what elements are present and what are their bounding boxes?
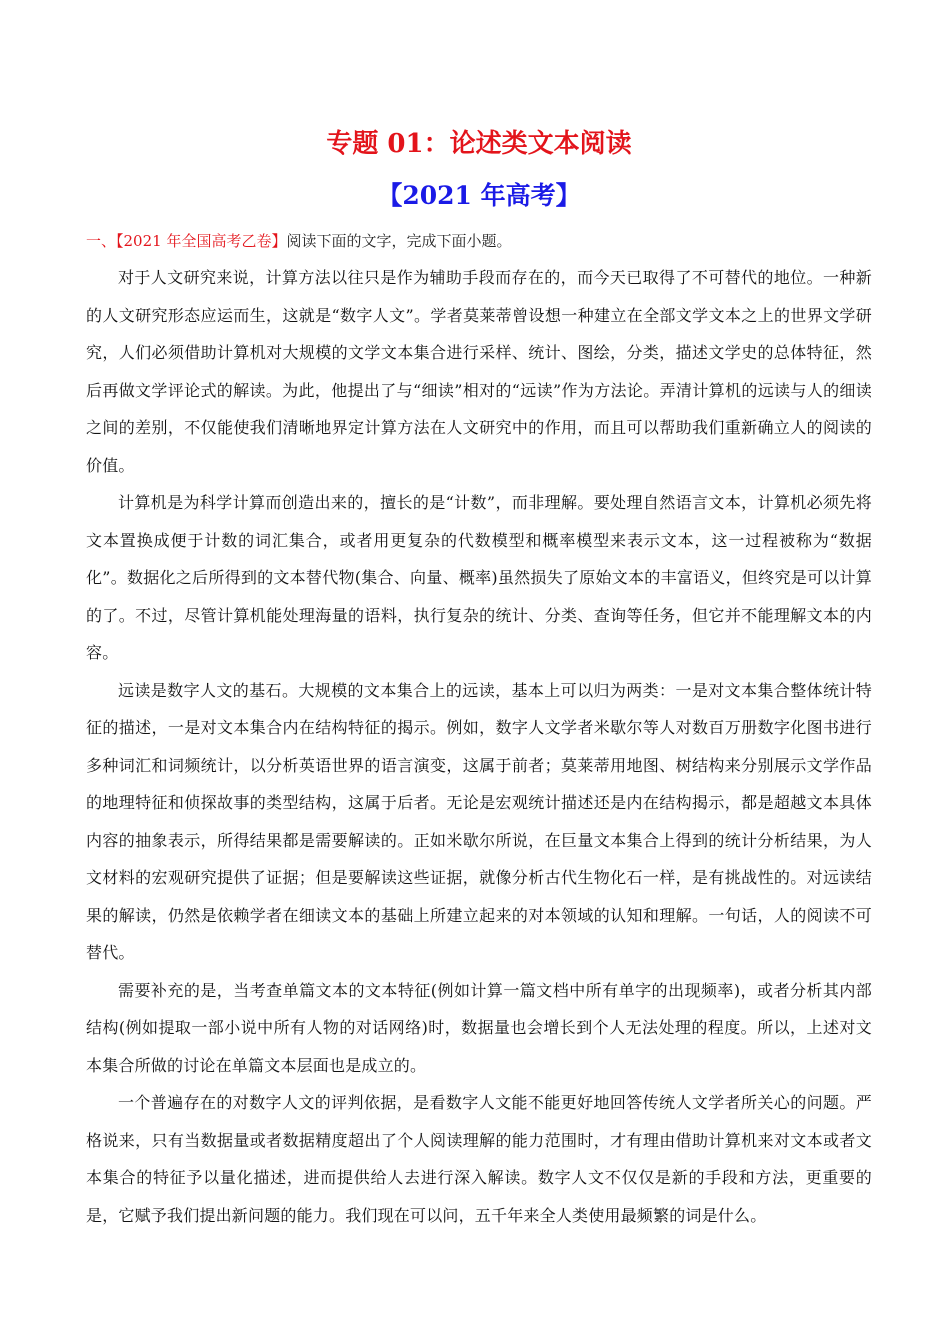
passage: [86, 259, 872, 1234]
question-header: [86, 229, 872, 253]
question-instruction: 阅读下面的文字，完成下面小题。: [286, 232, 512, 250]
passage-paragraph: 需要补充的是，当考查单篇文本的文本特征(例如计算一篇文档中所有单字的出现频率)，或者分析其内部结构(例如提取一部小说中所有人物的对话网络)时，数据量也会增长到个人无法处理的程度。所以，上述对文本集合所做的讨论在单篇文本层面也是成立的。: [86, 980, 872, 1075]
page-title: 专题 01：论述类文本阅读: [326, 129, 632, 159]
passage-paragraph: 远读是数字人文的基石。大规模的文本集合上的远读，基本上可以归为两类：一是对文本集合整体统计特征的描述，一是对文本集合内在结构特征的揭示。例如，数字人文学者米歇尔等人对数百万册数字化图书进行多种词汇和词频统计，以分析英语世界的语言演变，这属于前者；莫莱蒂用地图、树结构来分别展示文学作品的地理特征和侦探故事的类型结构，这属于后者。无论是宏观统计描述还是内在结构揭示，都是超越文本具体内容的抽象表示，所得结果都是需要解读的。正如米歇尔所说，在巨量文本集合上得到的统计分析结果，为人文材料的宏观研究提供了证据；但是要解读这些证据，就像分析古代生物化石一样，是有挑战性的。对远读结果的解读，仍然是依赖学者在细读文本的基础上所建立起来的对本领域的认知和理解。一句话，人的阅读不可替代。: [86, 680, 872, 962]
question-source: 【2021 年全国高考乙卷】: [116, 232, 287, 250]
passage-paragraph: 计算机是为科学计算而创造出来的，擅长的是“计数”，而非理解。要处理自然语言文本，计算机必须先将文本置换成便于计数的词汇集合，或者用更复杂的代数模型和概率模型来表示文本，这一过程被称为“数据化”。数据化之后所得到的文本替代物(集合、向量、概率)虽然损失了原始文本的丰富语义，但终究是可以计算的了。不过，尽管计算机能处理海量的语料，执行复杂的统计、分类、查询等任务，但它并不能理解文本的内容。: [86, 493, 872, 662]
passage-paragraph: 一个普遍存在的对数字人文的评判依据，是看数字人文能不能更好地回答传统人文学者所关心的问题。严格说来，只有当数据量或者数据精度超出了个人阅读理解的能力范围时，才有理由借助计算机来对文本或者文本集合的特征予以量化描述，进而提供给人去进行深入解读。数字人文不仅仅是新的手段和方法，更重要的是，它赋予我们提出新问题的能力。我们现在可以问，五千年来全人类使用最频繁的词是什么。: [86, 1093, 872, 1225]
question-number: 一、: [86, 232, 117, 250]
section-subtitle: 【2021 年高考】: [377, 181, 581, 210]
passage-paragraph: 对于人文研究来说，计算方法以往只是作为辅助手段而存在的，而今天已取得了不可替代的地位。一种新的人文研究形态应运而生，这就是“数字人文”。学者莫莱蒂曾设想一种建立在全部文学文本之上的世界文学研究，人们必须借助计算机对大规模的文学文本集合进行采样、统计、图绘，分类，描述文学史的总体特征，然后再做文学评论式的解读。为此，他提出了与“细读”相对的“远读”作为方法论。弄清计算机的远读与人的细读之间的差别，不仅能使我们清晰地界定计算方法在人文研究中的作用，而且可以帮助我们重新确立人的阅读的价值。: [86, 268, 872, 475]
